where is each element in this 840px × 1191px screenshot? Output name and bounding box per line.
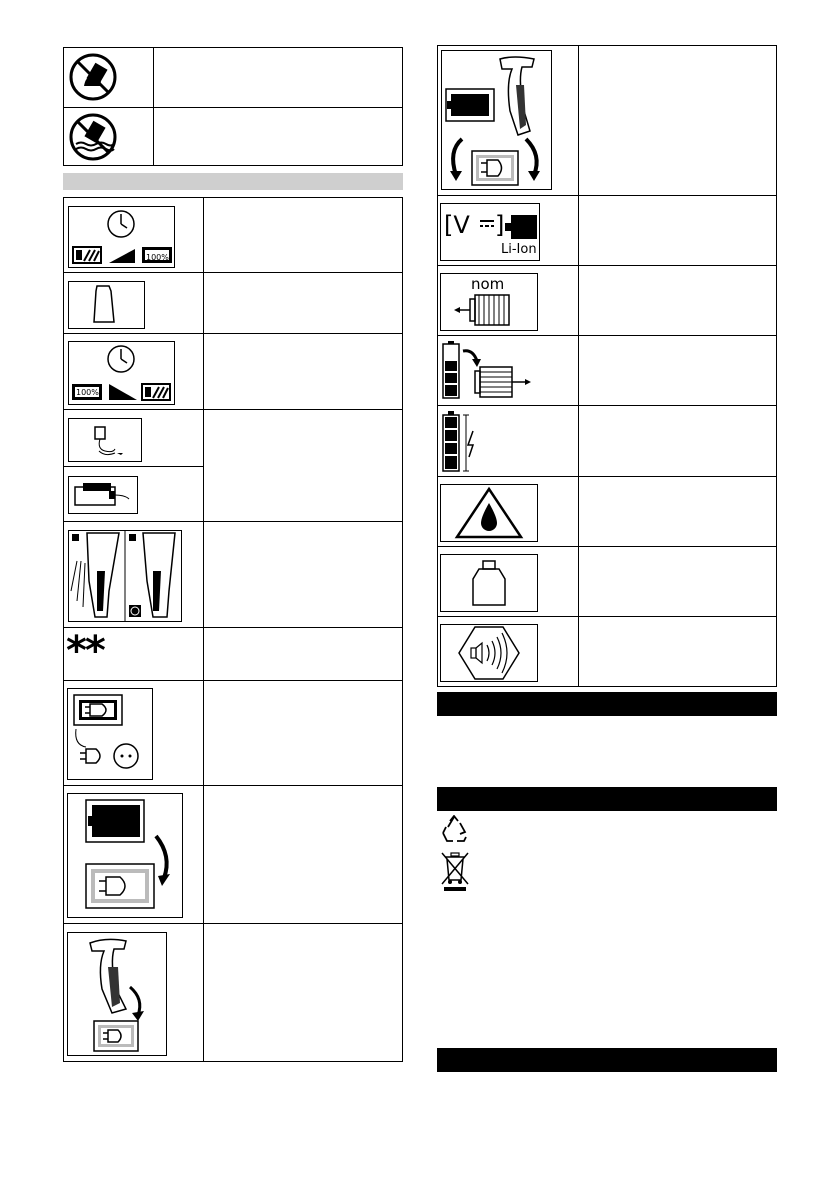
section-header-bar <box>437 787 777 811</box>
table-row-divider <box>437 476 777 477</box>
battery-full-label: 100% <box>76 388 99 397</box>
battery-charge-lightning-icon <box>441 411 481 473</box>
recycle-icon <box>440 815 468 845</box>
sound-level-icon <box>440 624 538 682</box>
battery-to-motor-icon <box>441 341 541 401</box>
motor-shape-icon <box>452 293 512 327</box>
battery-to-charger-icon <box>67 793 183 918</box>
device-charging-cycle-icon <box>441 50 552 190</box>
table-row-divider <box>437 405 777 406</box>
table-row-divider <box>63 466 203 467</box>
table-row-divider <box>437 265 777 266</box>
section-header-bar <box>63 173 403 190</box>
table-row-divider <box>63 272 403 273</box>
no-water-battery-icon <box>68 112 118 162</box>
charging-station-icon <box>68 476 138 514</box>
table-row-divider <box>63 333 403 334</box>
nominal-label: nom <box>471 275 505 293</box>
table-row-divider <box>63 627 403 628</box>
no-fire-battery-icon <box>68 52 118 102</box>
section-header-bar <box>437 692 777 716</box>
table-row-divider <box>437 616 777 617</box>
led-light-indicator-icon <box>68 530 182 622</box>
table-row-divider <box>437 335 777 336</box>
table-row-divider <box>63 107 403 108</box>
voltage-label: [V <box>444 211 470 239</box>
battery-full-label: 100% <box>146 253 169 262</box>
battery-pack-outline-icon <box>68 281 145 329</box>
table-row-divider <box>437 546 777 547</box>
weee-crossed-bin-icon <box>440 850 470 892</box>
table-row-divider <box>63 409 403 410</box>
table-row-divider <box>63 680 403 681</box>
table-divider <box>578 45 579 687</box>
table-divider <box>203 197 204 1062</box>
table-row-divider <box>63 923 403 924</box>
double-asterisk-icon: ** <box>66 628 104 674</box>
device-to-charger-icon <box>67 932 167 1056</box>
warning-liquid-icon <box>440 484 538 542</box>
table-row-divider <box>63 785 403 786</box>
weight-icon <box>440 554 538 612</box>
dc-symbol-icon <box>480 218 494 230</box>
voltage-bracket: ] <box>495 211 505 239</box>
section-header-bar <box>437 1048 777 1072</box>
battery-block-icon <box>505 215 537 239</box>
power-adapter-icon <box>68 418 142 462</box>
chemistry-label: Li-Ion <box>501 242 537 257</box>
plug-into-socket-icon <box>67 688 153 780</box>
table-row-divider <box>63 521 403 522</box>
table-row-divider <box>437 195 777 196</box>
